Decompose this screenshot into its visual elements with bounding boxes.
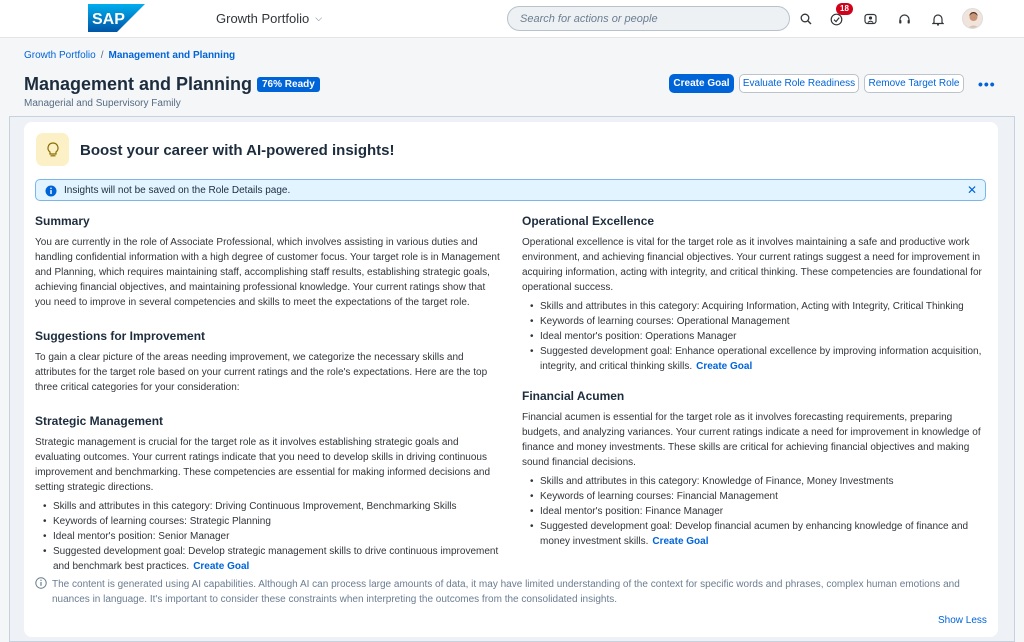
- list-item: • Keywords of learning courses: Strategic Planning: [35, 514, 501, 529]
- notification-badge: 18: [836, 3, 853, 15]
- list-item: • Skills and attributes in this category: Driving Continuous Improvement, Benchmarking Skills: [35, 499, 501, 514]
- people-icon[interactable]: [860, 9, 880, 29]
- strategic-text: Strategic management is crucial for the target role as it involves establishing strategic goals and evaluating outcomes. Your current ratings indicate that you need to develop skills in driving continuous improvement and benchmarking. These competencies are essential for making informed decisions and setting strategic directions.: [35, 437, 491, 493]
- operational-list: [522, 299, 988, 374]
- create-goal-link-strategic[interactable]: Create Goal: [193, 561, 250, 572]
- financial-list: [522, 474, 988, 549]
- show-less-link[interactable]: Show Less: [938, 615, 987, 626]
- avatar[interactable]: [962, 8, 983, 29]
- bell-icon[interactable]: [928, 9, 948, 29]
- search-input[interactable]: [508, 7, 789, 30]
- search-icon[interactable]: [796, 9, 816, 29]
- lightbulb-icon: [36, 133, 69, 166]
- evaluate-role-readiness-button[interactable]: Evaluate Role Readiness: [739, 74, 859, 93]
- search-field[interactable]: [507, 6, 790, 31]
- disclaimer-text: The content is generated using AI capabilities. Although AI can process large amounts of data, it may have limited understanding of the context for specific words and phrases, complex human emotions and nuances in language. It's important to consider these constraints when interpreting the outcomes from the consolidated insights.: [52, 579, 960, 605]
- chevron-down-icon: ⌵: [315, 13, 323, 23]
- breadcrumb: [24, 50, 235, 61]
- page-title: Management and Planning: [24, 74, 253, 94]
- list-item: • Ideal mentor's position: Finance Manager: [522, 504, 988, 519]
- remove-target-role-button[interactable]: Remove Target Role: [864, 74, 964, 93]
- summary-text: You are currently in the role of Associate Professional, which involves assisting in various duties and handling confidential information with a high degree of customer focus. Your target role is in Management and Planning, which requires maintaining staff, accomplishing staff results, establishing strategic goals, achieving financial objectives, and maintaining professional knowledge. Your current ratings show that you need to improve in several competencies and skills to meet the expectations of the target role.: [35, 237, 500, 308]
- more-actions-button[interactable]: •••: [978, 76, 996, 92]
- sap-logo[interactable]: [88, 4, 145, 32]
- close-icon[interactable]: ✕: [966, 183, 977, 197]
- product-title: Growth Portfolio: [216, 11, 310, 26]
- breadcrumb-separator: /: [100, 50, 104, 61]
- info-icon: [45, 185, 57, 200]
- list-item: • Skills and attributes in this category: Acquiring Information, Acting with Integrity, Critical Thinking: [522, 299, 988, 314]
- breadcrumb-growth-portfolio[interactable]: Growth Portfolio: [24, 50, 96, 61]
- create-goal-link-operational[interactable]: Create Goal: [696, 361, 753, 372]
- strategic-list: [35, 499, 501, 574]
- summary-heading: Summary: [35, 214, 90, 228]
- operational-goal-text: Suggested development goal: Enhance operational excellence by improving information acquisition, integrity, and critical thinking skills.: [540, 346, 982, 372]
- list-item: • Keywords of learning courses: Financial Management: [522, 489, 988, 504]
- left-column: [35, 213, 501, 574]
- insights-heading: Boost your career with AI-powered insights!: [80, 142, 395, 159]
- shell-bar: [0, 0, 1024, 38]
- list-item: • Ideal mentor's position: Senior Manager: [35, 529, 501, 544]
- ai-disclaimer: [35, 577, 985, 607]
- suggestions-text: To gain a clear picture of the areas needing improvement, we categorize the necessary skills and attributes for the target role based on your current ratings and the role's expectations. Here are the top three critical categories for your consideration:: [35, 352, 488, 393]
- info-outline-icon: [35, 577, 47, 594]
- financial-heading: Financial Acumen: [522, 389, 625, 403]
- operational-heading: Operational Excellence: [522, 214, 655, 228]
- breadcrumb-current[interactable]: Management and Planning: [108, 50, 236, 61]
- page-subtitle: Managerial and Supervisory Family: [24, 98, 181, 109]
- operational-text: Operational excellence is vital for the target role as it involves maintaining a safe and productive work environment, and achieving financial objectives. Your current ratings suggest a need for improvement in acquiring information, acting with integrity, and critical thinking. These competencies are foundational for operational success.: [522, 237, 982, 293]
- list-item: [522, 519, 988, 549]
- list-item: [522, 344, 988, 374]
- list-item: [35, 544, 501, 574]
- svg-text:SAP: SAP: [92, 11, 125, 28]
- product-switcher[interactable]: [216, 11, 322, 26]
- list-item: • Skills and attributes in this category: Knowledge of Finance, Money Investments: [522, 474, 988, 489]
- list-item: • Ideal mentor's position: Operations Manager: [522, 329, 988, 344]
- info-message-strip: [35, 179, 986, 201]
- right-column: [522, 213, 988, 549]
- financial-text: Financial acumen is essential for the target role as it involves forecasting requirements, preparing budgets, and analyzing variances. Your current ratings indicate a need for improvement in knowledge of finance and money investments. These skills are critical for achieving financial objectives and making sound financial decisions.: [522, 412, 981, 468]
- create-goal-button[interactable]: Create Goal: [669, 74, 734, 93]
- status-badge: 76% Ready: [257, 77, 320, 92]
- strategic-goal-text: Suggested development goal: Develop strategic management skills to drive continuous improvement and benchmark best practices.: [53, 546, 499, 572]
- create-goal-link-financial[interactable]: Create Goal: [652, 536, 709, 547]
- strategic-heading: Strategic Management: [35, 414, 164, 428]
- headset-icon[interactable]: [894, 9, 914, 29]
- info-message-text: Insights will not be saved on the Role Details page.: [64, 185, 291, 196]
- financial-goal-text: Suggested development goal: Develop financial acumen by enhancing knowledge of finance and money investment skills.: [540, 521, 969, 547]
- list-item: • Keywords of learning courses: Operational Management: [522, 314, 988, 329]
- suggestions-heading: Suggestions for Improvement: [35, 329, 206, 343]
